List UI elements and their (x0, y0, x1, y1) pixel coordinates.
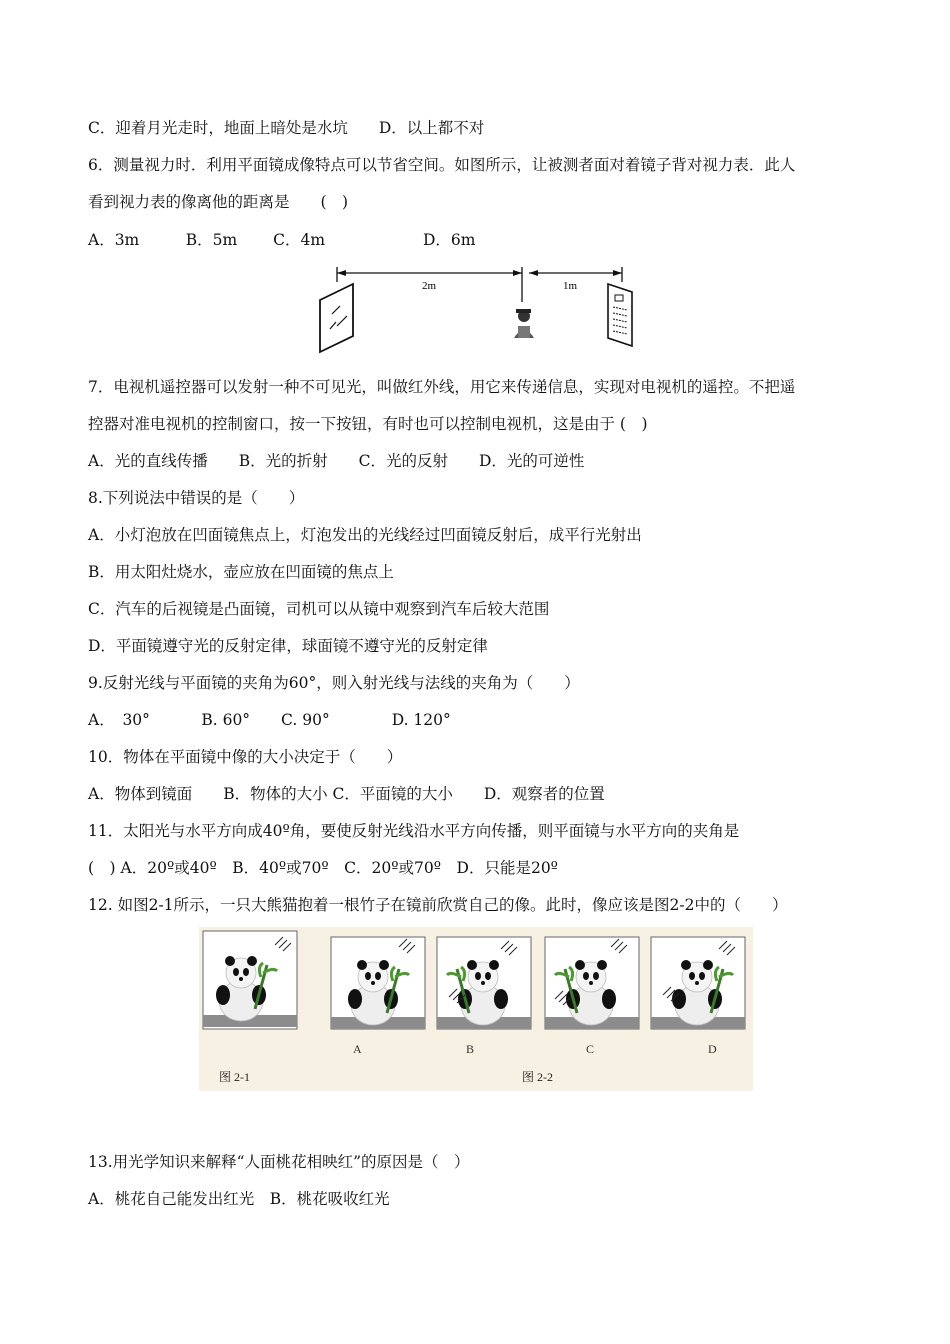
question-7-options: A．光的直线传播 B．光的折射 C．光的反射 D．光的可逆性 (88, 452, 585, 470)
caption-fig-2-2: 图 2-2 (522, 1070, 553, 1084)
caption-fig-2-1: 图 2-1 (219, 1070, 250, 1084)
question-8-option-b: B．用太阳灶烧水，壶应放在凹面镜的焦点上 (88, 563, 394, 581)
question-7-line-1: 7．电视机遥控器可以发射一种不可见光，叫做红外线，用它来传递信息，实现对电视机的遥控。不把遥 (88, 378, 796, 396)
question-10-options: A．物体到镜面 B．物体的大小 C．平面镜的大小 D．观察者的位置 (88, 785, 605, 803)
mirror-eye-chart-diagram (310, 262, 640, 358)
label-2m: 2m (422, 280, 437, 292)
question-8-option-d: D．平面镜遵守光的反射定律，球面镜不遵守光的反射定律 (88, 637, 488, 655)
panel-label-a: A (353, 1042, 362, 1056)
panel-c (545, 937, 639, 1029)
arrow-left-icon (337, 270, 346, 276)
panel-label-d: D (708, 1042, 717, 1056)
question-11-stem: 11．太阳光与水平方向成40º角，要使反射光线沿水平方向传播，则平面镜与水平方向的夹角是 (88, 822, 740, 840)
question-8-option-c: C．汽车的后视镜是凸面镜，司机可以从镜中观察到汽车后较大范围 (88, 600, 550, 618)
question-8-option-a: A．小灯泡放在凹面镜焦点上，灯泡发出的光线经过凹面镜反射后，成平行光射出 (88, 526, 642, 544)
question-13-stem: 13.用光学知识来解释“人面桃花相映红”的原因是（ ） (88, 1153, 470, 1171)
panel-a (331, 937, 425, 1029)
question-6-line-2: 看到视力表的像离他的距离是 ( ) (88, 193, 349, 211)
panel-b (437, 937, 531, 1029)
question-8-stem: 8.下列说法中错误的是（ ） (88, 489, 305, 507)
option-c-q5: C．迎着月光走时，地面上暗处是水坑 D．以上都不对 (88, 119, 485, 137)
panel-label-b: B (466, 1042, 475, 1056)
mirror-icon (320, 284, 353, 352)
label-1m: 1m (563, 280, 578, 292)
panel-d (651, 937, 745, 1029)
question-9-options: A． 30° B. 60° C. 90° D. 120° (88, 711, 451, 729)
eye-chart-icon (608, 284, 632, 346)
question-7-line-2: 控器对准电视机的控制窗口，按一下按钮，有时也可以控制电视机，这是由于 ( ) (88, 415, 648, 433)
question-11-options: ( ) A．20º或40º B．40º或70º C．20º或70º D．只能是20º (88, 859, 558, 877)
question-10-stem: 10．物体在平面镜中像的大小决定于（ ） (88, 748, 403, 766)
figure-2-1-panel (203, 931, 297, 1029)
person-icon (514, 309, 534, 338)
panda-mirror-figure (199, 927, 753, 1091)
question-13-options: A．桃花自己能发出红光 B．桃花吸收红光 (88, 1190, 390, 1208)
question-6-options: A．3m B．5m C．4m D．6m (88, 231, 476, 249)
question-9-stem: 9.反射光线与平面镜的夹角为60°，则入射光线与法线的夹角为（ ） (88, 674, 580, 692)
question-12-stem: 12. 如图2-1所示，一只大熊猫抱着一根竹子在镜前欣赏自己的像。此时，像应该是图2-2中的（ ） (88, 896, 788, 914)
panel-label-c: C (586, 1042, 595, 1056)
question-6-line-1: 6．测量视力时．利用平面镜成像特点可以节省空间。如图所示，让被测者面对着镜子背对视力表．此人 (88, 156, 796, 174)
arrow-right-icon (513, 270, 522, 276)
